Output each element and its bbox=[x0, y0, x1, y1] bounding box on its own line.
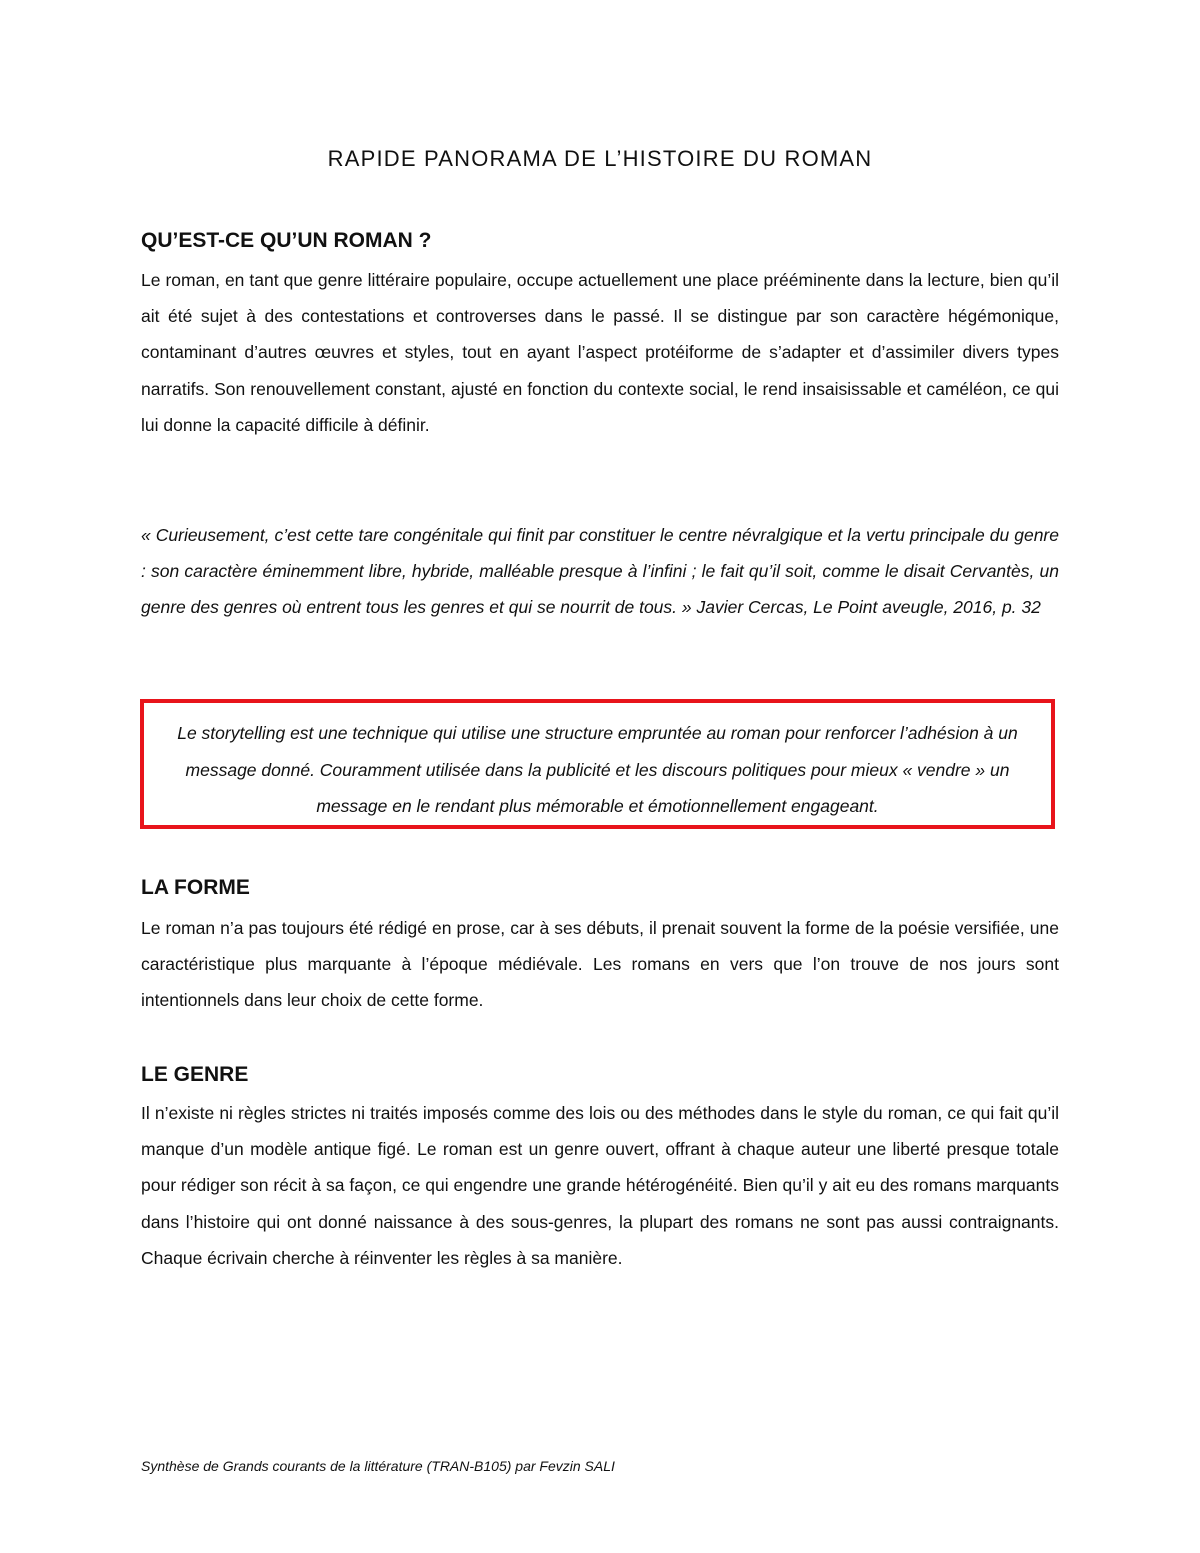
storytelling-note-text: Le storytelling est une technique qui utilise une structure empruntée au roman pour renforcer l’adhésion à un message donné. Couramment utilisée dans la publicité et les discours politiques pour mieux « vendre » un message en le rendant plus mémorable et émotionnellement engageant. bbox=[177, 723, 1018, 816]
page-footer: Synthèse de Grands courants de la littérature (TRAN-B105) par Fevzin SALI bbox=[141, 1458, 615, 1474]
section-paragraph-qu-est-ce: Le roman, en tant que genre littéraire populaire, occupe actuellement une place prééminente dans la lecture, bien qu’il ait été sujet à des contestations et controverses dans le passé. Il se distingue par son caractère hégémonique, contaminant d’autres œuvres et styles, tout en ayant l’aspect protéiforme de s’adapter et d’assimiler divers types narratifs. Son renouvellement constant, ajusté en fonction du contexte social, le rend insaisissable et caméléon, ce qui lui donne la capacité difficile à définir. bbox=[141, 270, 1059, 435]
section-heading-la-forme: LA FORME bbox=[141, 876, 250, 899]
section-paragraph-le-genre: Il n’existe ni règles strictes ni traités imposés comme des lois ou des méthodes dans le style du roman, ce qui fait qu’il manque d’un modèle antique figé. Le roman est un genre ouvert, offrant à chaque auteur une liberté presque totale pour rédiger son récit à sa façon, ce qui engendre une grande hétérogénéité. Bien qu’il y ait eu des romans marquants dans l’histoire qui ont donné naissance à des sous-genres, la plupart des romans ne sont pas aussi contraignants. Chaque écrivain cherche à réinventer les règles à sa manière. bbox=[141, 1103, 1059, 1268]
section-paragraph-la-forme: Le roman n’a pas toujours été rédigé en prose, car à ses débuts, il prenait souvent la forme de la poésie versifiée, une caractéristique plus marquante à l’époque médiévale. Les romans en vers que l’on trouve de nos jours sont intentionnels dans leur choix de cette forme. bbox=[141, 918, 1059, 1011]
section-heading-le-genre: LE GENRE bbox=[141, 1063, 249, 1086]
cercas-quote: « Curieusement, c’est cette tare congénitale qui finit par constituer le centre névralgique et la vertu principale du genre : son caractère éminemment libre, hybride, malléable presque à l’infini ; le fait qu’il soit, comme le disait Cervantès, un genre des genres où entrent tous les genres et qui se nourrit de tous. » Javier Cercas, Le Point aveugle, 2016, p. 32 bbox=[141, 525, 1059, 618]
storytelling-note-box bbox=[140, 699, 1055, 829]
document-title: RAPIDE PANORAMA DE L’HISTOIRE DU ROMAN bbox=[327, 146, 873, 171]
section-heading-qu-est-ce: QU’EST-CE QU’UN ROMAN ? bbox=[141, 229, 432, 252]
